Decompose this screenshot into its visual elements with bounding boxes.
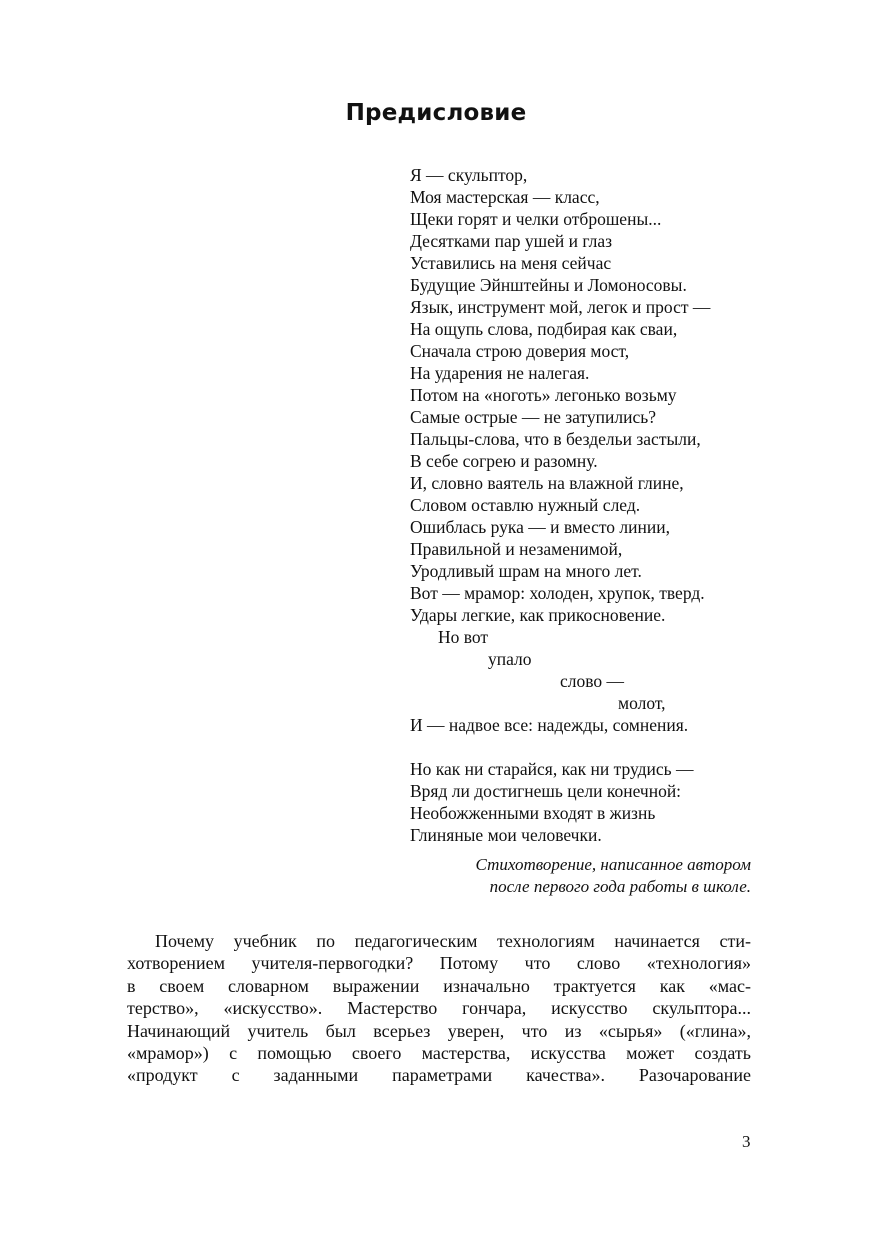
poem-line-stepped: слово — xyxy=(560,671,625,691)
poem xyxy=(410,164,710,846)
page-title: Предисловие xyxy=(345,100,527,126)
body-paragraph xyxy=(127,930,751,1087)
poem-attribution xyxy=(476,854,752,898)
poem-line: Моя мастерская — класс, xyxy=(410,187,600,207)
paragraph-line: терство», «искусство». Мастерство гончара, искусство скульптора... xyxy=(127,998,751,1019)
poem-line: И — надвое все: надежды, сомнения. xyxy=(410,715,689,735)
poem-line: Вот — мрамор: холоден, хрупок, тверд. xyxy=(410,583,705,603)
poem-line: Вряд ли достигнешь цели конечной: xyxy=(410,781,682,801)
paragraph-line: Начинающий учитель был всерьез уверен, что из «сырья» («глина», xyxy=(127,1020,751,1041)
paragraph-line: хотворением учителя-первогодки? Потому что слово «технология» xyxy=(127,953,751,974)
paragraph-line: «мрамор») с помощью своего мастерства, искусства может создать xyxy=(127,1042,751,1063)
poem-line: Язык, инструмент мой, легок и прост — xyxy=(410,297,711,317)
poem-line: Глиняные мои человечки. xyxy=(410,825,602,845)
poem-line: Щеки горят и челки отброшены... xyxy=(410,209,662,229)
poem-line: Я — скульптор, xyxy=(410,165,528,185)
poem-line: На ударения не налегая. xyxy=(410,363,590,383)
poem-line-stepped: Но вот xyxy=(438,627,489,647)
paragraph-line: Почему учебник по педагогическим технологиям начинается сти- xyxy=(155,931,751,951)
poem-line: Словом оставлю нужный след. xyxy=(410,495,641,515)
poem-line: Самые острые — не затупились? xyxy=(410,407,656,427)
poem-line: Ошиблась рука — и вместо линии, xyxy=(410,517,670,537)
paragraph-line: в своем словарном выражении изначально трактуется как «мас- xyxy=(127,975,751,996)
attribution-line: Стихотворение, написанное автором xyxy=(475,855,751,874)
poem-line: Удары легкие, как прикосновение. xyxy=(410,605,666,625)
poem-line: Но как ни старайся, как ни трудись — xyxy=(410,759,694,779)
poem-line-stepped: молот, xyxy=(618,693,666,713)
poem-line: Будущие Эйнштейны и Ломоносовы. xyxy=(410,275,687,295)
poem-line: Сначала строю доверия мост, xyxy=(410,341,630,361)
attribution-line: после первого года работы в школе. xyxy=(489,877,751,896)
poem-line: Необожженными входят в жизнь xyxy=(410,803,656,823)
poem-line: На ощупь слова, подбирая как сваи, xyxy=(410,319,678,339)
page-number: 3 xyxy=(742,1132,751,1151)
poem-line: Пальцы-слова, что в бездельи застыли, xyxy=(410,429,701,449)
poem-line: И, словно ваятель на влажной глине, xyxy=(410,473,684,493)
poem-line: Десятками пар ушей и глаз xyxy=(410,231,613,251)
poem-line-stepped: упало xyxy=(488,649,532,669)
poem-line: Потом на «ноготь» легонько возьму xyxy=(410,385,677,405)
stanza-break xyxy=(410,736,710,758)
paragraph-line: «продукт с заданными параметрами качества». Разочарование xyxy=(127,1065,751,1086)
poem-line: В себе согрею и разомну. xyxy=(410,451,598,471)
poem-line: Уставились на меня сейчас xyxy=(410,253,612,273)
poem-line: Правильной и незаменимой, xyxy=(410,539,623,559)
poem-line: Уродливый шрам на много лет. xyxy=(410,561,642,581)
